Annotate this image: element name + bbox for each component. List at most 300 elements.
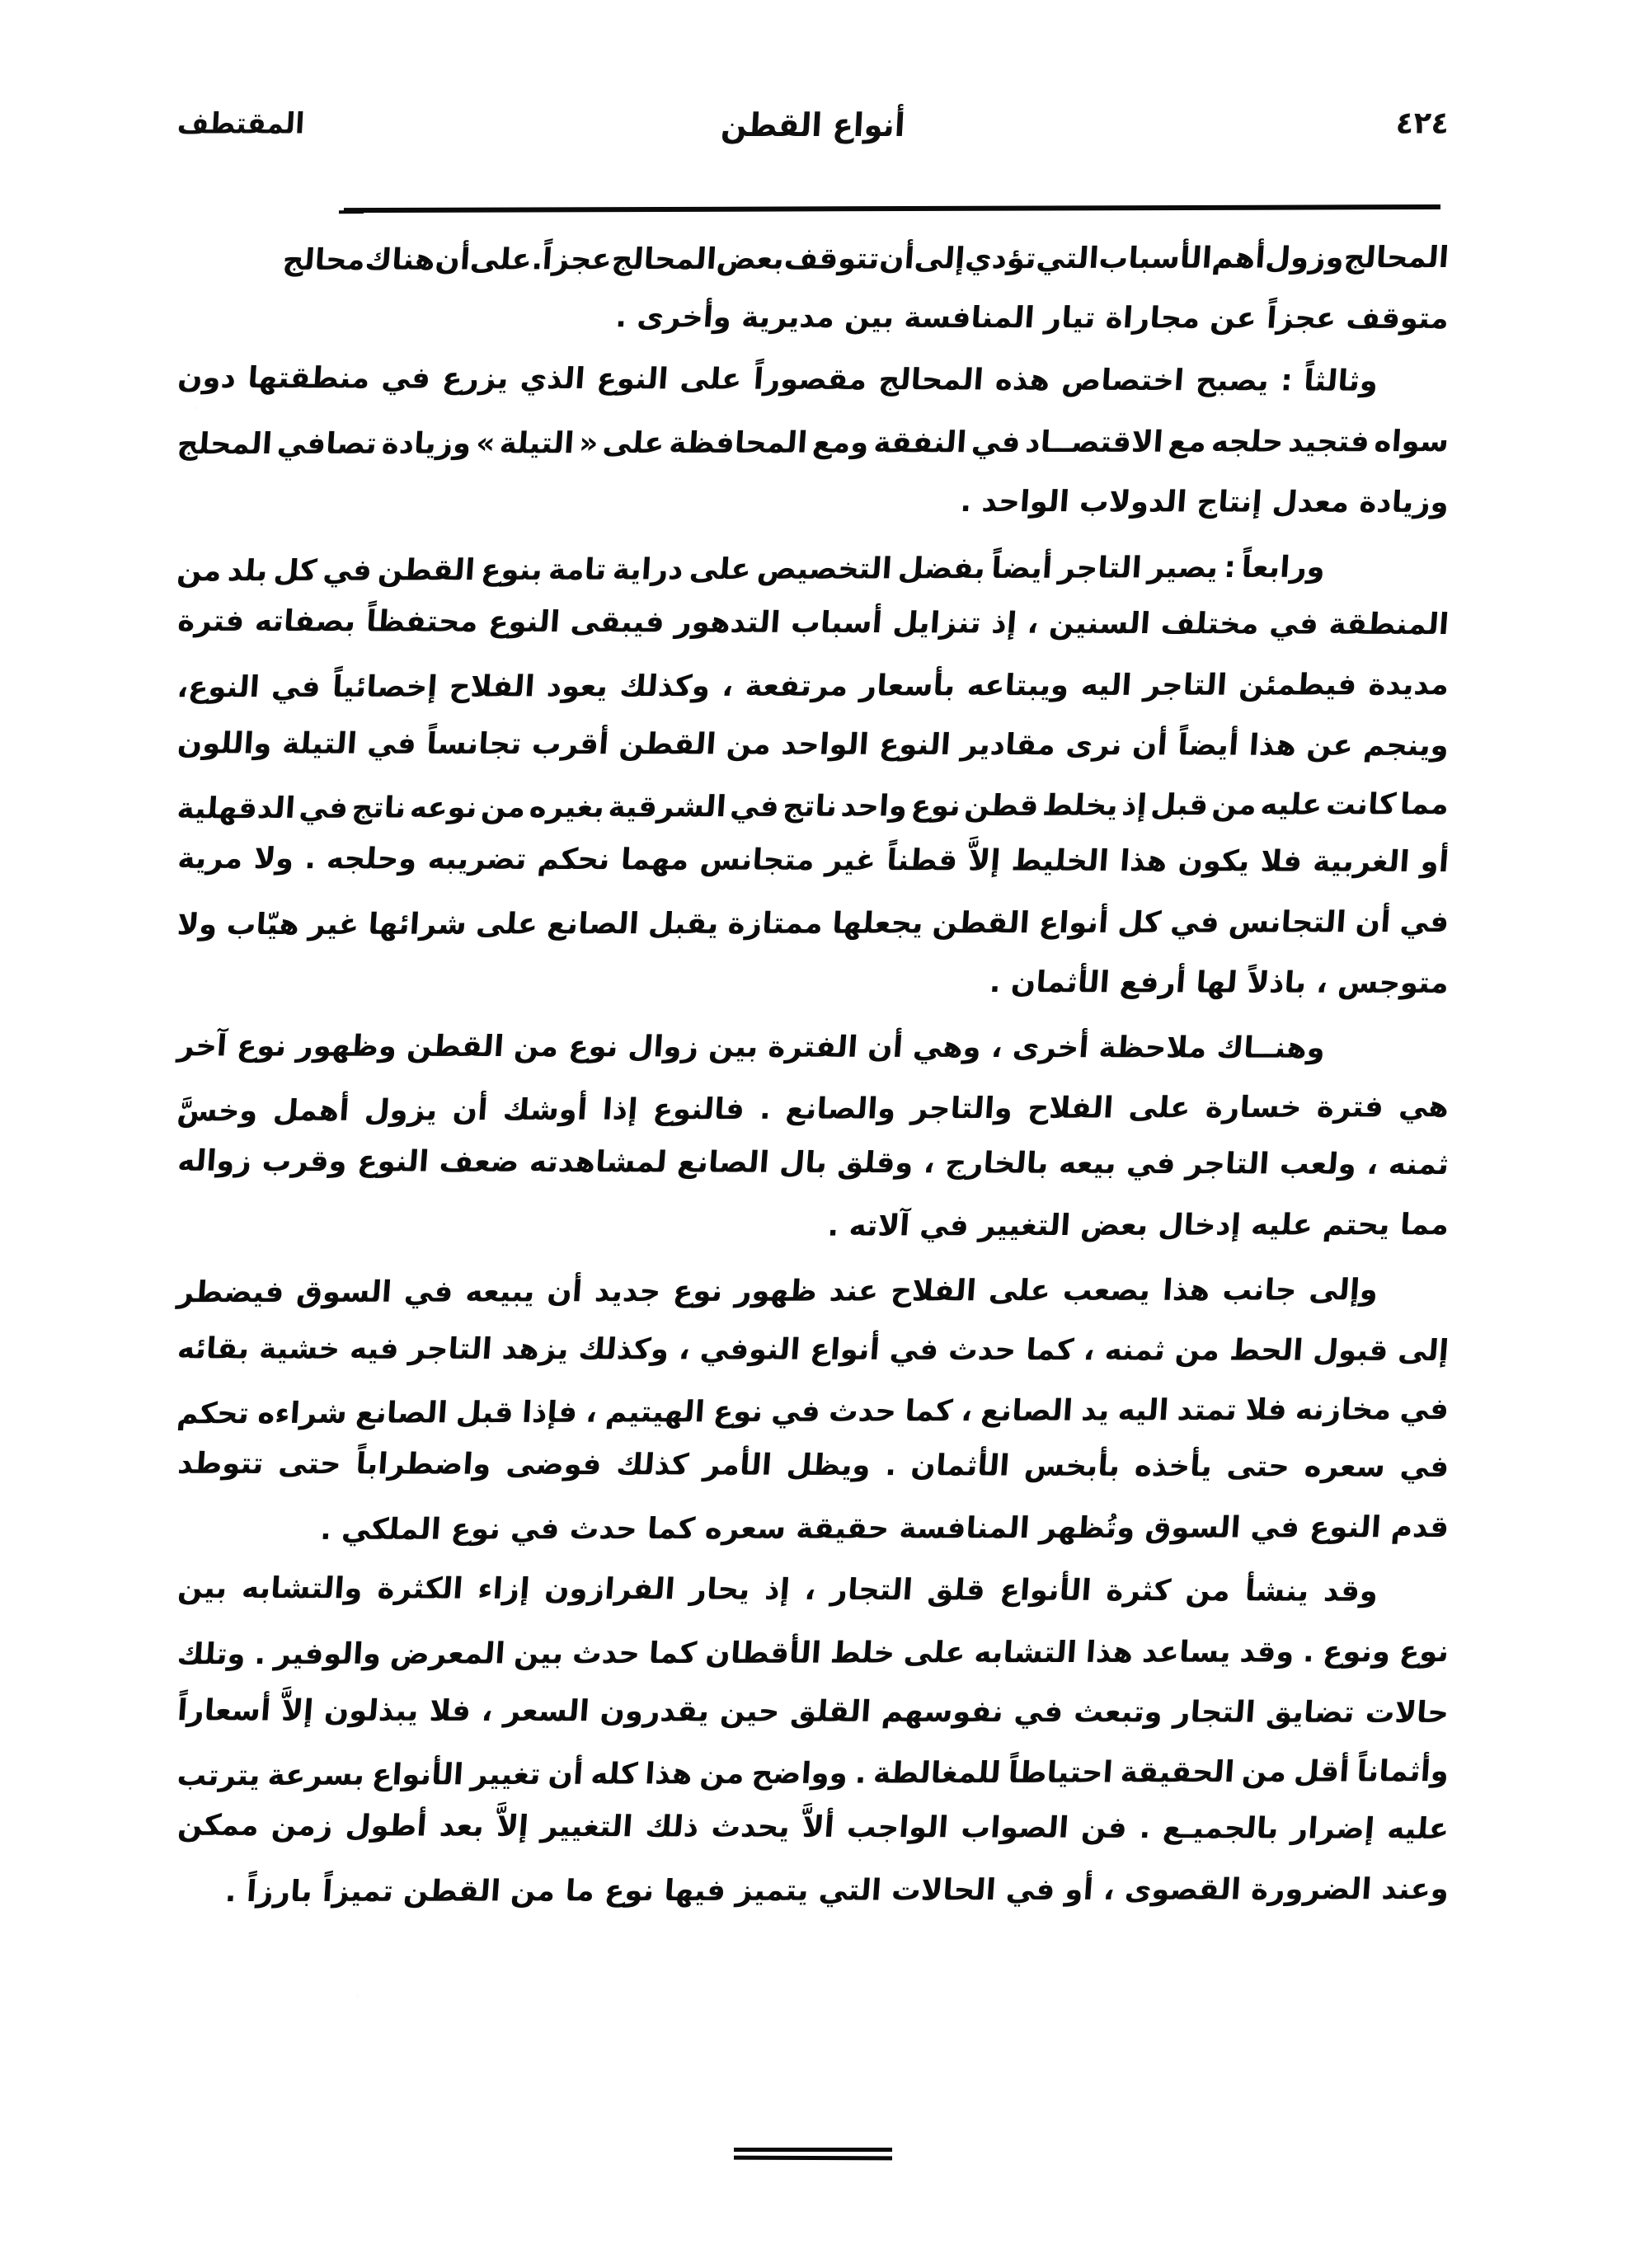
ornament-rule-top [734, 2148, 892, 2152]
page-number: ٤٢٤ [1394, 106, 1450, 142]
word: دون [176, 360, 237, 395]
word: ضعف [438, 1144, 520, 1179]
word: أهمل [271, 1093, 350, 1128]
body-text-column [177, 229, 1449, 1926]
word: أسعاراً [176, 1693, 272, 1728]
word: ألاَّ [801, 1810, 836, 1844]
word: متجانس [698, 843, 816, 877]
text-line [175, 228, 1450, 290]
word: تجانساً [425, 726, 523, 762]
text-line [176, 349, 1451, 411]
word: الفلاح [448, 669, 536, 704]
word: الأمر [702, 1448, 773, 1482]
word: عليه [1385, 1811, 1450, 1846]
word: يجعلها [830, 906, 924, 941]
word: ناتج [782, 789, 839, 824]
word: أن [434, 242, 472, 277]
word: . [1302, 1635, 1315, 1669]
word: في [270, 669, 322, 704]
word: إذ [990, 606, 1018, 641]
word: حتى [1225, 1449, 1291, 1484]
word: أهم [1210, 241, 1266, 275]
word: الفرازون [543, 1571, 677, 1607]
word: أو [1419, 844, 1450, 879]
word: القطن [931, 906, 1032, 941]
word: التجار [829, 1572, 914, 1608]
word: حدث [571, 1636, 641, 1671]
word: القطن [618, 727, 717, 762]
word: للمغالطة [872, 1755, 1003, 1791]
word: نوعه [408, 791, 478, 825]
word: يعود [545, 669, 609, 704]
word: والتاجر [909, 1091, 1014, 1126]
word: وقد [1238, 1635, 1295, 1669]
word: كما [1024, 1333, 1075, 1368]
word: تصافي [275, 426, 378, 461]
word: . [853, 1756, 867, 1791]
word: وأثماناً [1356, 1754, 1450, 1789]
word: الأثمان [909, 1449, 1011, 1483]
word: هي [1398, 1090, 1450, 1125]
word: على [679, 362, 743, 397]
word: التجار [1172, 1695, 1257, 1730]
word: فترة [176, 603, 246, 638]
word: بين [176, 1571, 228, 1605]
word: ، [1365, 1147, 1379, 1181]
word: الشرقية [607, 790, 728, 824]
word: النفقة [872, 425, 968, 460]
word: ، [922, 1146, 937, 1181]
word: على [468, 242, 533, 277]
word: عليه [1259, 787, 1323, 822]
word: مديدة [1367, 668, 1450, 702]
word: حلجه [1210, 425, 1285, 459]
word: التي [1035, 241, 1101, 276]
word: أقل [1293, 1754, 1351, 1789]
word: فلا [428, 1693, 472, 1728]
word: التيلة [281, 726, 359, 761]
word: النوع [487, 604, 562, 639]
word: ويظل [785, 1448, 872, 1483]
word: في [322, 553, 374, 588]
word: الدقهلية [176, 791, 297, 826]
word: من [512, 1030, 560, 1064]
word: سواه [1373, 425, 1450, 459]
word: هذا [1084, 1635, 1135, 1669]
word: إلاَّ [495, 1809, 530, 1843]
word: إذ [1121, 788, 1149, 823]
word: الواحد [780, 727, 871, 762]
word: بلد [226, 553, 269, 589]
word: المحلج [176, 426, 274, 462]
word: إخصائياً [331, 669, 439, 704]
word: كما [904, 1394, 954, 1429]
word: القطن [406, 1029, 505, 1064]
text-line: وزيادة معدل إنتاج الدولاب الواحد . [959, 484, 1450, 519]
word: ولا [252, 841, 295, 876]
word: النوع [595, 362, 670, 397]
ornament-rule-bottom [734, 2155, 892, 2160]
text-line [176, 1796, 1451, 1859]
word: الصانع [546, 907, 641, 941]
word: يبيعه [464, 1275, 536, 1309]
word: لمشاهدته [528, 1144, 669, 1180]
word: ينشأ [1243, 1574, 1310, 1608]
word: يصعب [1061, 1273, 1152, 1308]
word: كذلك [615, 1448, 690, 1482]
word: إلاَّ [967, 843, 1002, 878]
text-line: قدم النوع في السوق وتُظهر المنافسة حقيقة سعره كما حدث في نوع الملكي . [319, 1510, 1450, 1547]
word: زواله [176, 1143, 253, 1178]
word: قبول [1312, 1333, 1389, 1368]
word: أن [878, 242, 916, 276]
word: شرائها [367, 907, 468, 941]
paragraph [177, 1564, 1449, 1920]
word: فلا [1259, 844, 1304, 879]
word: بالجميـع [1161, 1811, 1281, 1846]
word: الهيتيم [604, 1395, 707, 1430]
word: يخلط [1041, 788, 1120, 823]
word: كثرة [1105, 1573, 1173, 1608]
text-line [176, 1132, 1451, 1195]
word: مرتفعة [744, 669, 849, 703]
word: حدث [827, 1394, 898, 1429]
word: وكذلك [618, 669, 712, 704]
word: ، [480, 1693, 495, 1728]
word: فيبقى [569, 605, 666, 640]
word: وينجم [1362, 728, 1450, 763]
word: في [402, 1275, 454, 1309]
word: السعر [502, 1693, 591, 1729]
word: تضايق [1265, 1695, 1356, 1730]
word: وهي [911, 1030, 983, 1065]
word: آخر [176, 1029, 228, 1064]
word: بيعه [1057, 1146, 1118, 1181]
word: يحدث [710, 1810, 792, 1844]
word: على [1127, 1091, 1191, 1125]
word: تمتد [1176, 1392, 1238, 1428]
word: السوق [295, 1275, 393, 1309]
word: الصانع [355, 1396, 449, 1430]
word: اختصاص [1060, 363, 1186, 398]
text-line [176, 1681, 1451, 1743]
word: الصانع [980, 1393, 1074, 1428]
word: يترتب [176, 1759, 261, 1793]
word: على [987, 1274, 1052, 1308]
word: نوع [712, 1394, 764, 1430]
word: يد [1080, 1393, 1111, 1428]
word: ، [960, 1394, 974, 1429]
word: الصانع [676, 1145, 771, 1180]
word: بسرعة [266, 1758, 366, 1792]
word: ملاحظة [1097, 1031, 1208, 1065]
text-line [175, 893, 1450, 955]
paragraph [177, 354, 1449, 532]
word: يكون [1177, 844, 1251, 879]
word: بالخارج [944, 1146, 1050, 1181]
word: أقرب [530, 727, 610, 762]
tail-ornament [0, 2144, 1626, 2162]
word: ونوع [1321, 1635, 1392, 1669]
word: أيضاً [1176, 728, 1240, 763]
word: مخازنه [1294, 1392, 1393, 1427]
word: حدث [947, 1332, 1017, 1368]
word: في [1398, 905, 1450, 940]
word: والصانع [784, 1092, 897, 1126]
word: . [303, 842, 317, 876]
word: أنواع [1037, 905, 1110, 941]
word: كله [590, 1757, 639, 1791]
word: واضطراباً [355, 1447, 493, 1481]
word: أيضاً [989, 551, 1054, 585]
word: : [1279, 364, 1294, 398]
word: . [884, 1449, 898, 1483]
word: ، [721, 669, 735, 703]
word: إلاَّ [280, 1693, 315, 1728]
text-line [175, 412, 1450, 474]
word: حالات [1364, 1695, 1450, 1730]
word: تغيير [469, 1757, 543, 1792]
word: التاجر [407, 1331, 494, 1366]
word: « [578, 426, 599, 461]
word: التشابه [973, 1635, 1079, 1670]
word: تتوطد [176, 1446, 266, 1481]
word: النوع [877, 727, 952, 762]
word: الأنواع [370, 1758, 465, 1792]
word: هذا [1118, 843, 1168, 879]
word: وقلق [836, 1145, 915, 1181]
word: ، [803, 1572, 817, 1607]
text-line [175, 655, 1450, 717]
word: عند [828, 1274, 880, 1308]
word: أن [1354, 905, 1392, 940]
word: أسباب [789, 605, 884, 641]
word: شراءه [256, 1396, 349, 1431]
word: زوال [627, 1030, 700, 1064]
text-line [176, 1435, 1451, 1497]
word: فتجيد [1286, 425, 1371, 459]
word: وإلى [1308, 1273, 1379, 1308]
word: ذلك [644, 1810, 700, 1844]
text-line [176, 1319, 1451, 1381]
word: تنزايل [891, 606, 983, 641]
word: بين [513, 1636, 565, 1671]
word: حتى [277, 1447, 343, 1481]
word: غير [308, 907, 360, 941]
word: أخرى [1011, 1031, 1090, 1065]
word: نفوسهم [880, 1694, 1005, 1730]
word: . [530, 242, 544, 277]
word: في [1268, 607, 1320, 641]
word: مقادير [960, 727, 1057, 763]
word: فلا [1244, 1392, 1289, 1427]
word: واحد [839, 789, 909, 824]
word: نوع [236, 1029, 288, 1064]
word: يقبل [647, 906, 720, 941]
word: وظهور [295, 1029, 398, 1064]
word: إذ [764, 1572, 792, 1607]
word: وكذلك [577, 1332, 670, 1367]
word: التغيير [539, 1809, 634, 1844]
running-head [177, 107, 1449, 173]
word: ظهور [733, 1274, 819, 1308]
word: الفلاح [1027, 1091, 1115, 1125]
word: القطن [377, 553, 477, 588]
word: مع [1167, 425, 1208, 459]
word: إضرار [1290, 1811, 1376, 1846]
word: من [1184, 1574, 1232, 1608]
word: سعره [1303, 1449, 1387, 1484]
text-line [176, 1559, 1451, 1622]
word: مرية [176, 841, 244, 876]
word: قلق [926, 1573, 987, 1608]
word: ثمنه [1103, 1333, 1167, 1368]
word: إزاء [477, 1571, 531, 1606]
word: بغيره [528, 790, 606, 824]
word: ولعب [1278, 1147, 1358, 1181]
word: وزيادة [380, 426, 472, 461]
word: فإذا [520, 1395, 579, 1430]
word: نوع [909, 789, 962, 824]
word: أن [547, 1757, 585, 1791]
word: يقدرون [599, 1694, 711, 1729]
word: هذا [643, 1757, 693, 1791]
word: في [1169, 905, 1221, 940]
word: وثالثاً [1302, 364, 1379, 398]
word: على [688, 552, 753, 587]
word: من [698, 1756, 746, 1791]
text-line [176, 1017, 1451, 1078]
word: ورابعاً [1240, 550, 1327, 585]
word: وهنــاك [1215, 1031, 1327, 1065]
word: تتوقف [782, 242, 881, 276]
word: يصبح [1194, 364, 1271, 398]
word: غير [824, 843, 877, 878]
word: وزول [1264, 241, 1346, 275]
word: نحكم [536, 842, 611, 877]
word: كانت [1324, 787, 1398, 822]
word: التدهور [674, 605, 782, 640]
word: إلى [913, 242, 966, 276]
word: والوفير [273, 1636, 383, 1671]
word: السنين [1048, 606, 1152, 641]
word: المعرض [388, 1636, 506, 1671]
paragraph [177, 1018, 1449, 1256]
word: فترة [1315, 1090, 1385, 1125]
word: يصير [1146, 550, 1220, 585]
word: الأسباب [1097, 241, 1214, 275]
word: خشية [258, 1331, 341, 1366]
word: قطناً [886, 843, 959, 878]
word: المنطقة [1328, 607, 1450, 641]
word: الأقطان [704, 1636, 823, 1670]
text-line [176, 714, 1451, 776]
word: بصفاته [253, 603, 357, 639]
word: يزرع [440, 361, 510, 396]
word: اليه [1116, 1393, 1170, 1428]
word: مقصوراً [752, 362, 868, 397]
word: النوع، [176, 670, 261, 705]
word: فوضى [505, 1447, 603, 1482]
word: من [479, 790, 527, 825]
word: الأنواع [999, 1573, 1093, 1608]
word: قطن [963, 788, 1040, 824]
word: اليه [1079, 668, 1133, 702]
word: ومع [811, 425, 870, 460]
text-line [176, 592, 1451, 655]
word: من [1210, 787, 1258, 823]
word: المحافظة [668, 425, 809, 460]
word: جانب [1221, 1273, 1298, 1308]
text-line [175, 1261, 1450, 1322]
word: أن [1130, 728, 1169, 763]
word: ، [677, 1332, 692, 1367]
word: مهما [619, 843, 690, 877]
word: في [1398, 1449, 1450, 1484]
word: دراية [611, 552, 685, 587]
word: ممتازة [726, 906, 825, 941]
word: تحكم [176, 1397, 251, 1431]
word: وتلك [176, 1637, 247, 1672]
word: حين [718, 1694, 781, 1729]
word: إلى [1397, 1333, 1450, 1368]
paragraph [177, 229, 1449, 348]
word: يزهد [500, 1331, 570, 1367]
word: كما [647, 1636, 698, 1671]
word: بعد [438, 1809, 486, 1843]
word: بقائه [176, 1331, 251, 1366]
word: ناتج [350, 791, 407, 825]
word: هذه [994, 363, 1051, 397]
text-line: مما يحتم عليه إدخال بعض التغيير في آلاته . [826, 1208, 1450, 1243]
word: خسارة [1204, 1090, 1303, 1125]
word: الكثرة [376, 1571, 464, 1606]
word: بعض [715, 242, 786, 276]
paragraph [177, 538, 1449, 1012]
word: فن [1079, 1810, 1129, 1845]
word: الواجب [845, 1810, 950, 1845]
word: كل [272, 553, 318, 588]
word: فيه [348, 1331, 401, 1366]
word: في [729, 789, 781, 824]
word: » [475, 426, 496, 461]
text-line [175, 1622, 1450, 1684]
word: . [1138, 1810, 1152, 1845]
word: زمن [270, 1809, 335, 1843]
word: النوفي [698, 1332, 801, 1367]
word: من [1240, 1754, 1288, 1789]
word: خلط [829, 1636, 896, 1670]
word: ، [585, 1395, 599, 1430]
word: يبذلون [322, 1693, 420, 1728]
word: نوع [567, 1030, 619, 1064]
word: من [1173, 1333, 1221, 1368]
word: مما [1398, 787, 1450, 822]
word: الفترة [767, 1030, 859, 1064]
word: في [298, 791, 350, 825]
word: تؤدي [964, 242, 1038, 276]
word: . [759, 1092, 772, 1126]
word: التيلة [498, 426, 576, 461]
word: التاجر [1057, 551, 1144, 585]
journal-name: المقتطف [176, 106, 306, 141]
word: تامة [547, 552, 608, 587]
word: عجزاً [541, 242, 613, 277]
word: أن [546, 1275, 584, 1309]
word: بال [778, 1145, 829, 1180]
word: في [1398, 1392, 1450, 1427]
word: الذي [519, 361, 586, 397]
